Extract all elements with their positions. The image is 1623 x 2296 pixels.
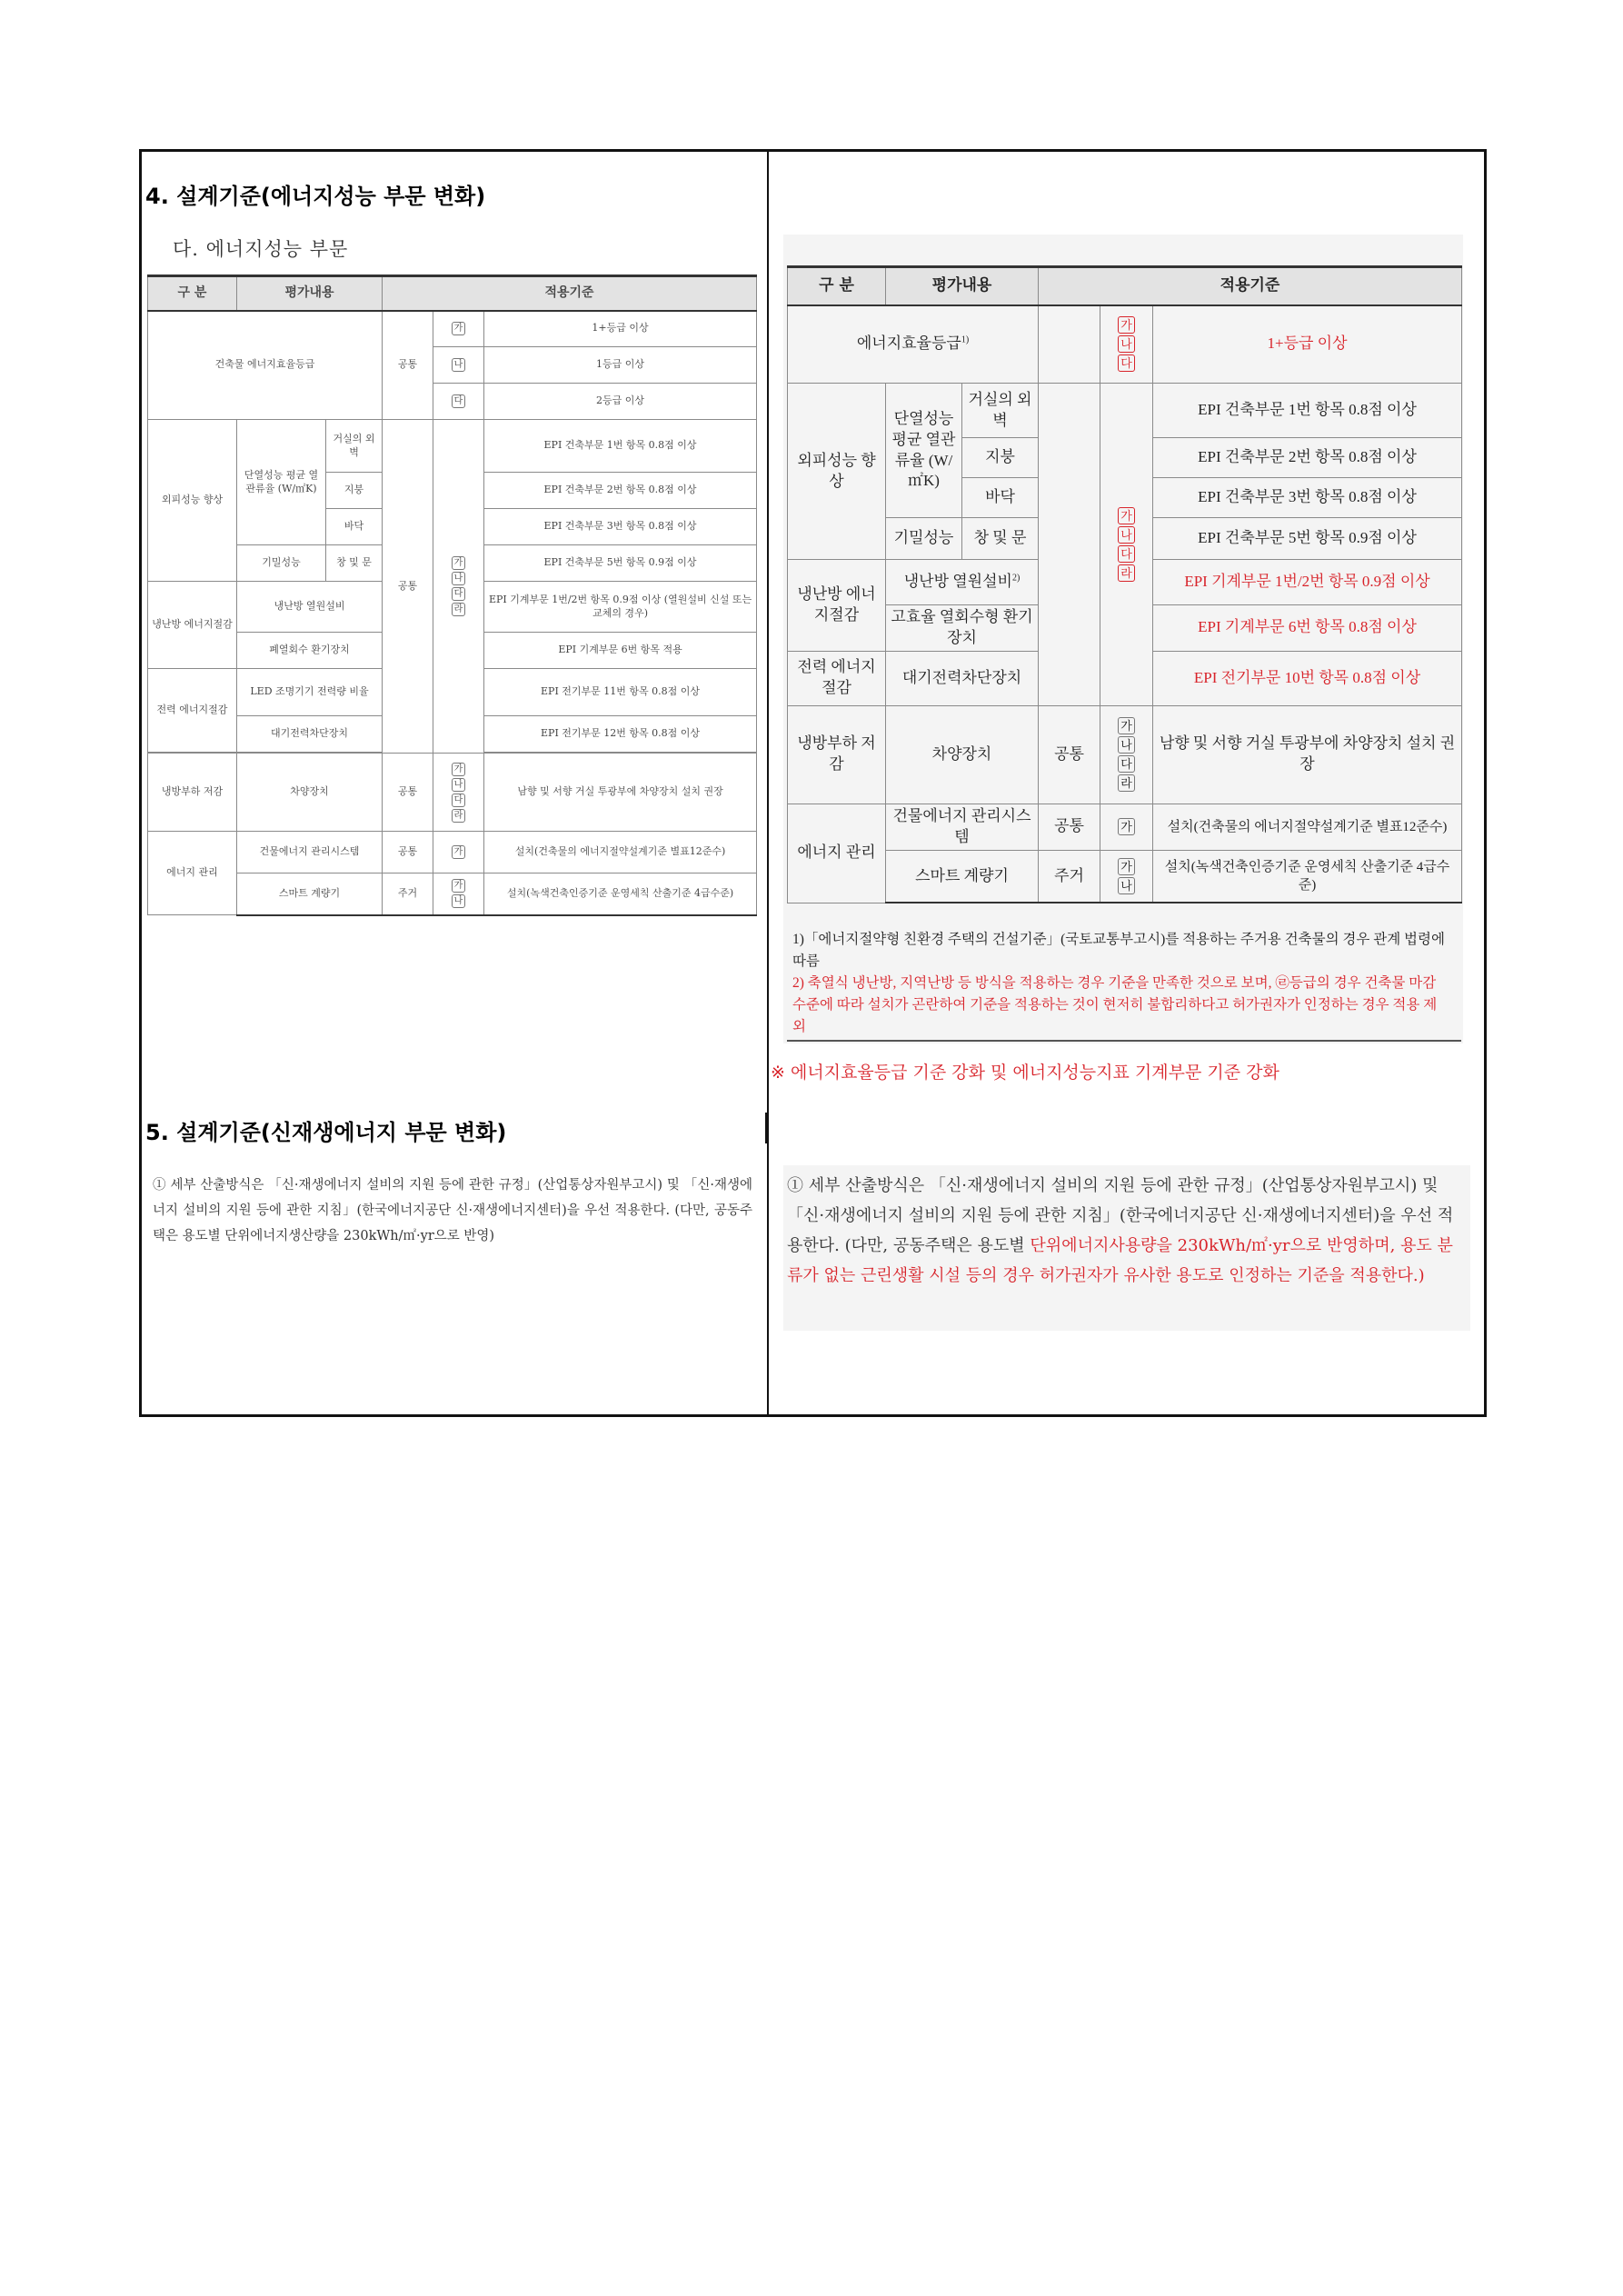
shading-common: 공통 [1039, 705, 1100, 804]
shading-label: 차양장치 [237, 754, 383, 832]
grade-da-badge: 다 [452, 794, 466, 807]
epi5-criteria: EPI 건축부문 5번 항목 0.9점 이상 [484, 545, 757, 582]
heat-source-label: 냉난방 열원설비 [237, 582, 383, 633]
shading-common: 공통 [383, 754, 433, 832]
grade-ga-badge: 가 [452, 879, 466, 893]
grade-ga-badge: 가 [452, 556, 466, 570]
left-energy-table [147, 275, 757, 916]
meter-criteria: 설치(녹색건축인증기준 운영세칙 산출기준 4급수준) [484, 873, 757, 915]
footnote-ref-1: 1) [961, 334, 970, 345]
right-para-highlight: 단위에너지사용량을 230kWh/㎡·yr으로 반영하며, 용도 분류가 없는 근린생활 시설 등의 경우 허가권자가 유사한 용도로 인정하는 기준을 적용한다.) [787, 1236, 1453, 1285]
heat-source-text: 냉난방 열원설비 [903, 573, 1012, 591]
right-renewable-para [787, 1171, 1467, 1291]
header-category: 구 분 [148, 276, 237, 311]
header-evaluation: 평가내용 [886, 267, 1039, 305]
heat-recovery-label: 고효율 열회수형 환기장치 [886, 605, 1039, 652]
airtight-label: 기밀성능 [237, 545, 326, 582]
floor-label: 바닥 [962, 478, 1039, 518]
energy-mgmt-label: 에너지 관리 [148, 832, 237, 915]
mech12-criteria: EPI 기계부문 1번/2번 항목 0.9점 이상 (열원설비 신설 또는 교체의 경우) [484, 582, 757, 633]
heat-recovery-label: 폐열회수 환기장치 [237, 633, 383, 669]
grade-ga-badge: 가 [1118, 858, 1135, 875]
epi2-criteria: EPI 건축부문 2번 항목 0.8점 이상 [1153, 438, 1462, 478]
mech6-criteria: EPI 기계부문 6번 항목 적용 [484, 633, 757, 669]
grade-na-badge: 나 [452, 572, 466, 585]
eff-da-criteria: 2등급 이상 [484, 384, 757, 420]
grade-ga-badge: 가 [452, 322, 466, 335]
header-evaluation: 평가내용 [237, 276, 383, 311]
grade-ga-badge: 가 [1118, 507, 1135, 524]
left-renewable-para: ① 세부 산출방식은 「신·재생에너지 설비의 지원 등에 관한 규정」(산업통상자원부고시) 및 「신·재생에너지 설비의 지원 등에 관한 지침」(한국에너지공단 신·재생에너지센터)을 우선 적용한다. (다만, 공동주택은 용도별 단위에너지생산량을 230kWh/㎡·yr으로 반영) [153, 1178, 752, 1243]
wall-label: 거실의 외벽 [962, 384, 1039, 438]
power-save-label: 전력 에너지절감 [148, 669, 237, 753]
grade-da-badge: 다 [1118, 545, 1135, 563]
grade-na-badge: 나 [452, 894, 466, 908]
grade-badges [1100, 384, 1153, 706]
grade-da-badge: 다 [452, 394, 466, 408]
eff-grade-label [788, 305, 1039, 384]
epi3-criteria: EPI 건축부문 3번 항목 0.8점 이상 [484, 509, 757, 545]
roof-label: 지붕 [962, 438, 1039, 478]
led-label: LED 조명기기 전력량 비율 [237, 669, 383, 716]
shading-label: 차양장치 [886, 705, 1039, 804]
header-criteria: 적용기준 [1039, 267, 1462, 305]
right-para-text: ① 세부 산출방식은 「신·재생에너지 설비의 지원 등에 관한 규정」(산업통상자원부고시) 및 「신·재생에너지 설비의 지원 등에 관한 지침」(한국에너지공단 신·재생에너지센터)을 우선 적용한다. (다만, 공동주택은 용도별 [787, 1176, 1454, 1255]
grade-badges [433, 420, 484, 754]
grade-ra-badge: 라 [1118, 564, 1135, 582]
grade-na-badge: 나 [1118, 335, 1135, 353]
insulation-label: 단열성능 평균 열관류율 (W/㎡K) [886, 384, 962, 518]
bems-label: 건물에너지 관리시스템 [237, 832, 383, 873]
left-subtitle: 다. 에너지성능 부문 [173, 238, 349, 260]
grade-na-badge: 나 [452, 358, 466, 372]
eff-common: 공통 [383, 311, 433, 420]
grade-ga-badge: 가 [452, 845, 466, 859]
mid-common: 공통 [383, 420, 433, 754]
heat-source-label [886, 560, 1039, 605]
right-energy-table [787, 265, 1462, 903]
hvac-save-label: 냉난방 에너지절감 [148, 582, 237, 669]
heading-bar [765, 1113, 768, 1143]
standby-label: 대기전력차단장치 [886, 651, 1039, 705]
power-save-label: 전력 에너지절감 [788, 651, 886, 705]
footnote-1: 1)「에너지절약형 친환경 주택의 건설기준」(국토교통부고시)를 적용하는 주거용 건축물의 경우 관계 법령에 따름 [792, 932, 1445, 969]
window-label: 창 및 문 [962, 518, 1039, 560]
elec11-criteria: EPI 전기부문 11번 항목 0.8점 이상 [484, 669, 757, 716]
meter-label: 스마트 계량기 [886, 850, 1039, 903]
grade-na-badge: 나 [1118, 736, 1135, 754]
grade-ra-badge: 라 [1118, 774, 1135, 792]
eff-grade-text: 에너지효율등급 [856, 334, 961, 353]
grade-da-badge: 다 [452, 587, 466, 601]
grade-da-badge: 다 [1118, 755, 1135, 773]
mech12-criteria: EPI 기계부문 1번/2번 항목 0.9점 이상 [1153, 560, 1462, 605]
hvac-save-label: 냉난방 에너지절감 [788, 560, 886, 652]
grade-da-badge: 다 [1118, 354, 1135, 372]
meter-residential: 주거 [383, 873, 433, 915]
meter-label: 스마트 계량기 [237, 873, 383, 915]
mech6-criteria: EPI 기계부문 6번 항목 0.8점 이상 [1153, 605, 1462, 652]
header-criteria: 적용기준 [383, 276, 757, 311]
shading-criteria: 남향 및 서향 거실 투광부에 차양장치 설치 권장 [484, 754, 757, 832]
envelope-label: 외피성능 향상 [148, 420, 237, 582]
wall-label: 거실의 외벽 [326, 420, 383, 473]
epi1-criteria: EPI 건축부문 1번 항목 0.8점 이상 [1153, 384, 1462, 438]
footnote-ref-2: 2) [1011, 573, 1021, 584]
epi3-criteria: EPI 건축부문 3번 항목 0.8점 이상 [1153, 478, 1462, 518]
eff-grade-label: 건축물 에너지효율등급 [148, 311, 383, 420]
section4-heading: 4. 설계기준(에너지성능 부문 변화) [145, 184, 486, 209]
standby-label: 대기전력차단장치 [237, 716, 383, 753]
bems-label: 건물에너지 관리시스템 [886, 804, 1039, 850]
epi1-criteria: EPI 건축부문 1번 항목 0.8점 이상 [484, 420, 757, 473]
eff-na-criteria: 1등급 이상 [484, 347, 757, 384]
shading-criteria: 남향 및 서향 거실 투광부에 차양장치 설치 권장 [1153, 705, 1462, 804]
cooling-load-label: 냉방부하 저감 [788, 705, 886, 804]
grade-na-badge: 나 [1118, 526, 1135, 544]
section5-heading: 5. 설계기준(신재생에너지 부문 변화) [145, 1120, 507, 1145]
bems-common: 공통 [383, 832, 433, 873]
bems-criteria: 설치(건축물의 에너지절약설계기준 별표12준수) [1153, 804, 1462, 850]
bems-criteria: 설치(건축물의 에너지절약설계기준 별표12준수) [484, 832, 757, 873]
grade-na-badge: 나 [1118, 877, 1135, 894]
header-category: 구 분 [788, 267, 886, 305]
cooling-load-label: 냉방부하 저감 [148, 754, 237, 832]
envelope-label: 외피성능 향상 [788, 384, 886, 560]
roof-label: 지붕 [326, 473, 383, 509]
grade-ga-badge: 가 [452, 763, 466, 776]
meter-residential: 주거 [1039, 850, 1100, 903]
epi5-criteria: EPI 건축부문 5번 항목 0.9점 이상 [1153, 518, 1462, 560]
airtight-label: 기밀성능 [886, 518, 962, 560]
floor-label: 바닥 [326, 509, 383, 545]
grade-ga-badge: 가 [1118, 316, 1135, 334]
insulation-label: 단열성능 평균 열관류율 (W/㎡K) [237, 420, 326, 545]
footnote-2: 2) 축열식 냉난방, 지역난방 등 방식을 적용하는 경우 기준을 만족한 것으로 보며, ㉣등급의 경우 건축물 마감 수준에 따라 설치가 곤란하여 기준을 적용하는 것이 현저히 불합리하다고 허가권자가 인정하는 경우 적용 제외 [792, 975, 1438, 1034]
grade-na-badge: 나 [452, 778, 466, 792]
elec10-criteria: EPI 전기부문 10번 항목 0.8점 이상 [1153, 651, 1462, 705]
elec12-criteria: EPI 전기부문 12번 항목 0.8점 이상 [484, 716, 757, 753]
eff-criteria: 1+등급 이상 [1153, 305, 1462, 384]
meter-criteria: 설치(녹색건축인증기준 운영세칙 산출기준 4급수준) [1153, 850, 1462, 903]
grade-ra-badge: 라 [452, 809, 466, 823]
footnote-rule [787, 1040, 1461, 1042]
eff-ga-criteria: 1+등급 이상 [484, 311, 757, 347]
strengthening-note: ※ 에너지효율등급 기준 강화 및 에너지성능지표 기계부문 기준 강화 [771, 1063, 1279, 1083]
bems-common: 공통 [1039, 804, 1100, 850]
grade-ra-badge: 라 [452, 603, 466, 616]
column-divider [767, 149, 769, 1417]
grade-ga-badge: 가 [1118, 818, 1135, 835]
grade-ga-badge: 가 [1118, 717, 1135, 734]
energy-mgmt-label: 에너지 관리 [788, 804, 886, 903]
epi2-criteria: EPI 건축부문 2번 항목 0.8점 이상 [484, 473, 757, 509]
window-label: 창 및 문 [326, 545, 383, 582]
